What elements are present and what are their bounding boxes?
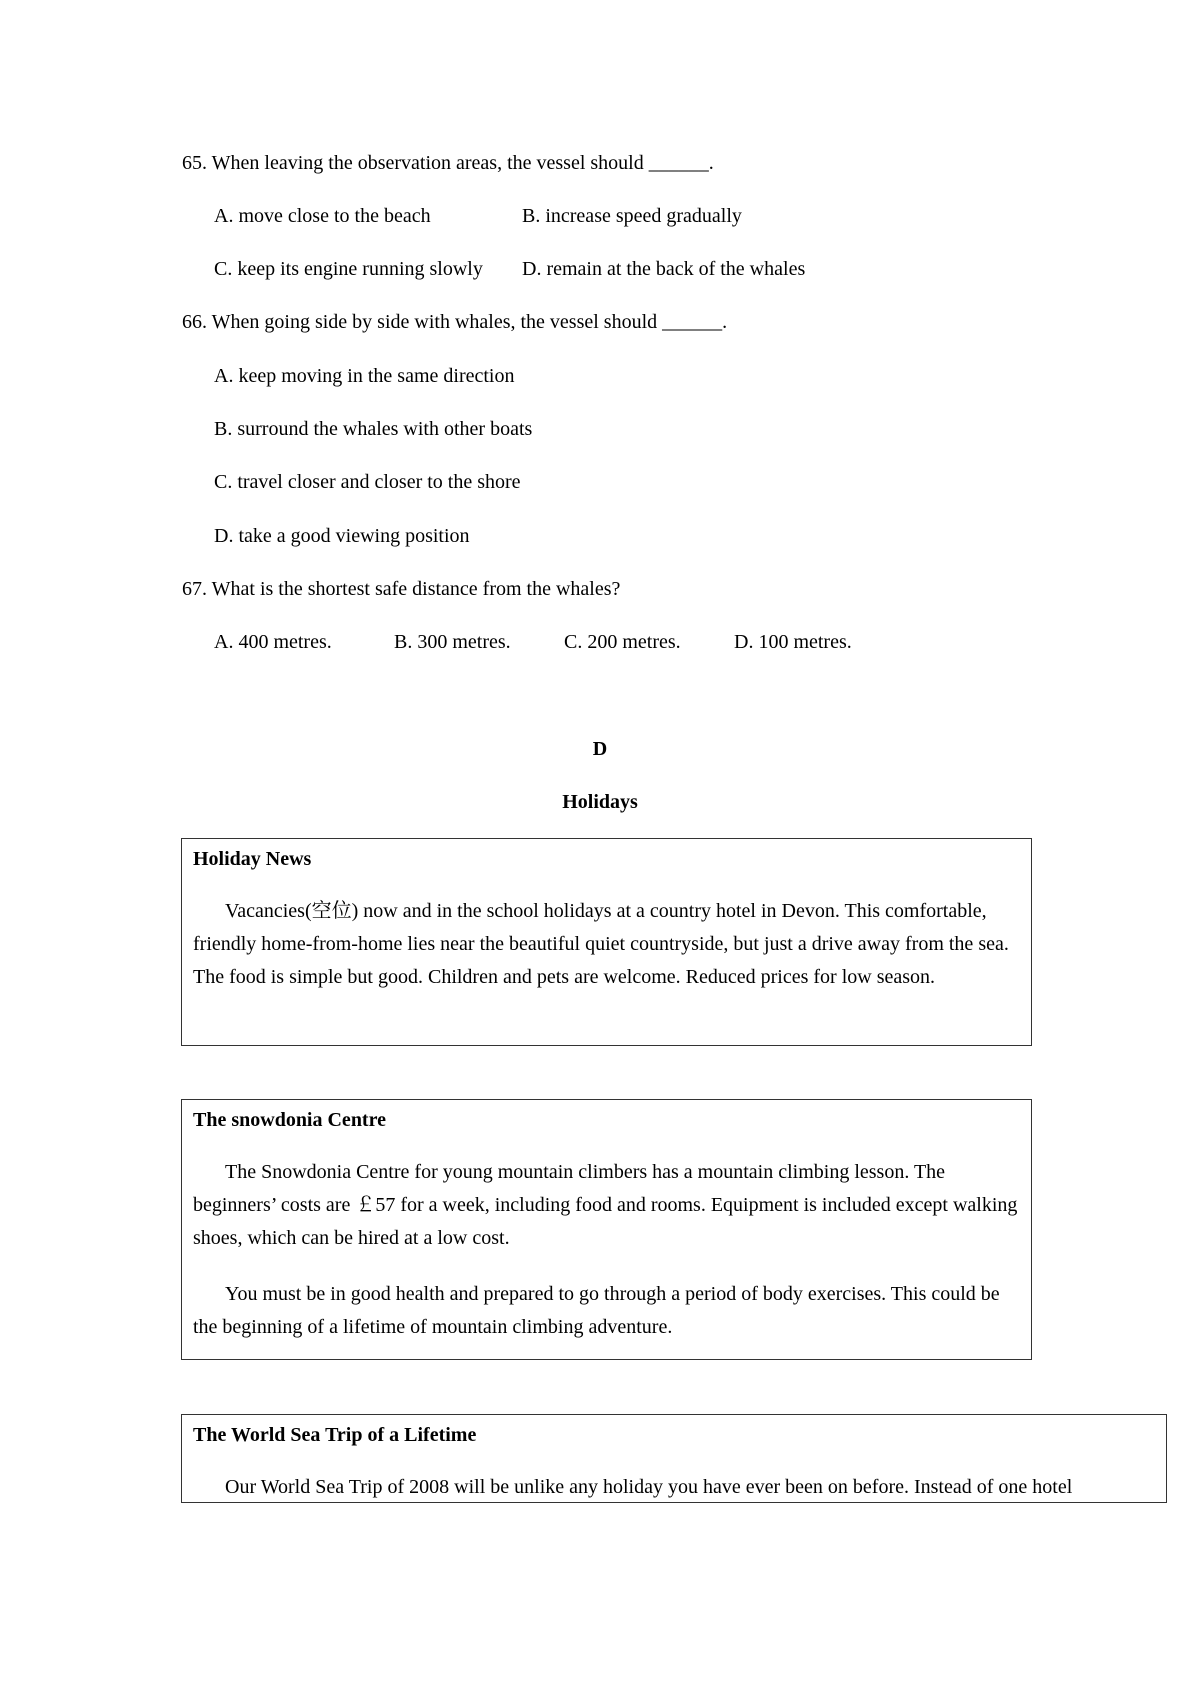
question-65-option-a: A. move close to the beach bbox=[214, 205, 431, 227]
world-sea-trip-box bbox=[181, 1414, 1167, 1503]
question-66-stem: 66. When going side by side with whales, the vessel should ______. bbox=[182, 311, 728, 333]
snowdonia-title: The snowdonia Centre bbox=[193, 1109, 386, 1131]
question-67-option-a: A. 400 metres. bbox=[214, 631, 332, 653]
question-67-option-b: B. 300 metres. bbox=[394, 631, 511, 653]
question-67-option-c: C. 200 metres. bbox=[564, 631, 681, 653]
question-65-option-d: D. remain at the back of the whales bbox=[522, 258, 806, 280]
holiday-news-box bbox=[181, 838, 1032, 1046]
question-65-option-c: C. keep its engine running slowly bbox=[214, 258, 483, 280]
holiday-news-title: Holiday News bbox=[193, 848, 312, 870]
question-66-option-c: C. travel closer and closer to the shore bbox=[214, 471, 521, 493]
snowdonia-paragraph-2: You must be in good health and prepared to go through a period of body exercises. This could be the beginning of a lifetime of mountain climbing adventure. bbox=[193, 1283, 1000, 1338]
question-67-option-d: D. 100 metres. bbox=[734, 631, 852, 653]
question-65-option-b: B. increase speed gradually bbox=[522, 205, 742, 227]
snowdonia-paragraph-1: The Snowdonia Centre for young mountain climbers has a mountain climbing lesson. The beginners’ costs are ￡57 for a week, including food and rooms. Equipment is included except walking shoes, which can be hired at a low cost. bbox=[193, 1161, 1018, 1249]
snowdonia-box bbox=[181, 1099, 1032, 1360]
section-letter: D bbox=[592, 738, 608, 760]
question-67-stem: 67. What is the shortest safe distance from the whales? bbox=[182, 578, 621, 600]
world-sea-trip-paragraph: Our World Sea Trip of 2008 will be unlike any holiday you have ever been on before. Instead of one hotel bbox=[225, 1476, 1073, 1498]
question-66-option-d: D. take a good viewing position bbox=[214, 525, 470, 547]
question-66-option-b: B. surround the whales with other boats bbox=[214, 418, 533, 440]
question-65-stem: 65. When leaving the observation areas, the vessel should ______. bbox=[182, 152, 714, 174]
world-sea-trip-title: The World Sea Trip of a Lifetime bbox=[193, 1424, 477, 1446]
holiday-news-paragraph: Vacancies(空位) now and in the school holidays at a country hotel in Devon. This comfortable, friendly home-from-home lies near the beautiful quiet countryside, but just a drive away from the sea. The food is simple but good. Children and pets are welcome. Reduced prices for low season. bbox=[193, 900, 1009, 988]
section-title: Holidays bbox=[562, 791, 638, 813]
question-66-option-a: A. keep moving in the same direction bbox=[214, 365, 515, 387]
